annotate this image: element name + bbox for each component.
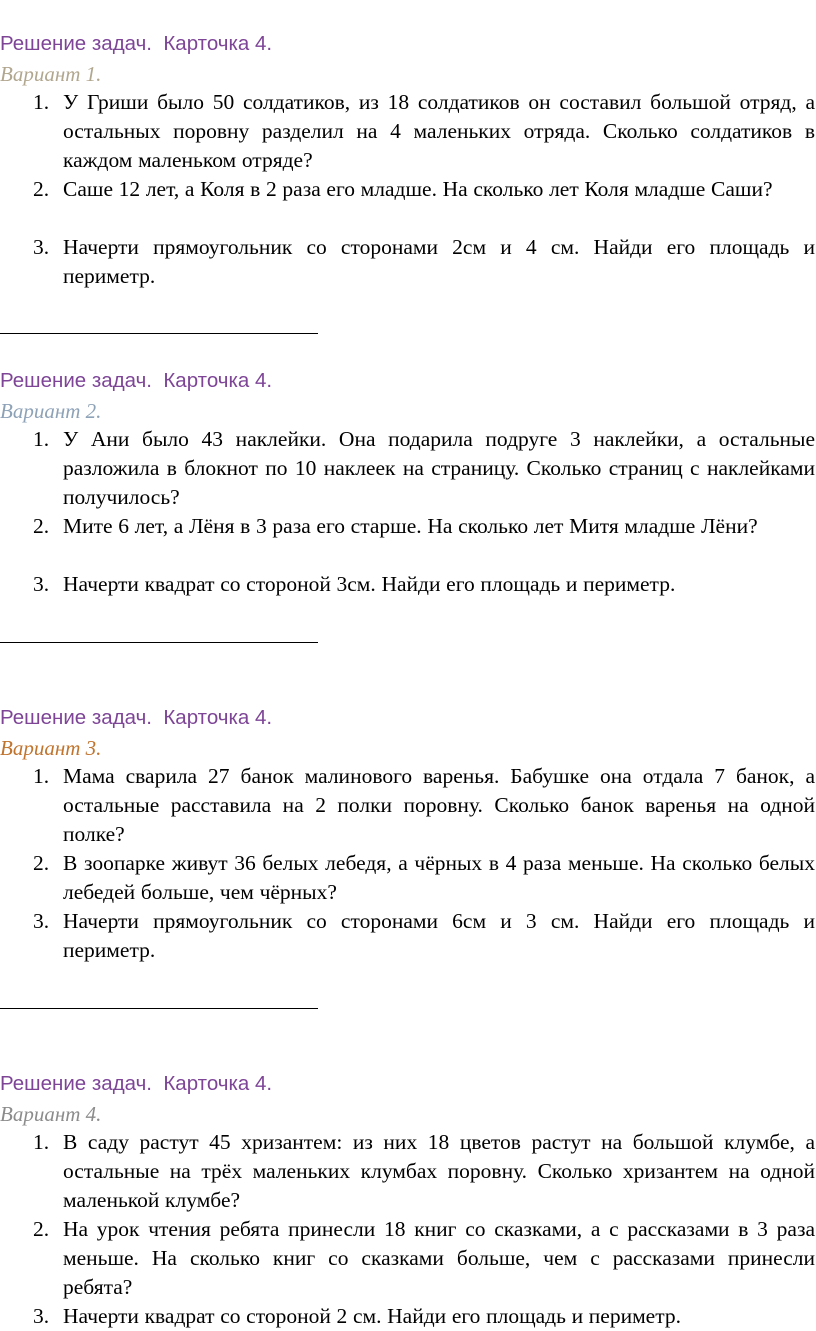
task-number: 1. — [33, 90, 50, 114]
task-number: 3. — [33, 235, 50, 259]
task-number: 1. — [33, 427, 50, 451]
task-number: 1. — [33, 764, 50, 788]
task-text: На урок чтения ребята принесли 18 книг со сказками, а с рассказами в 3 раза меньше. На сколько книг со сказками больше, чем с рассказами принесли ребята? — [63, 1217, 815, 1299]
divider-line — [0, 333, 318, 334]
divider-line — [0, 1008, 318, 1009]
variant-label: Вариант 1. — [0, 62, 102, 86]
card-title: Решение задач. Карточка 4. — [0, 369, 273, 392]
task-text: У Ани было 43 наклейки. Она подарила подруге 3 наклейки, а остальные разложила в блокнот по 10 наклеек на страницу. Сколько страниц с наклейками получилось? — [63, 427, 815, 509]
task-text: Мите 6 лет, а Лёня в 3 раза его старше. На сколько лет Митя младше Лёни? — [63, 514, 758, 538]
task-number: 3. — [33, 909, 50, 933]
task-number: 2. — [33, 851, 50, 875]
task-number: 3. — [33, 572, 50, 596]
task-text: У Гриши было 50 солдатиков, из 18 солдатиков он составил большой отряд, а остальных поровну разделил на 4 маленьких отряда. Сколько солдатиков в каждом маленьком отряде? — [63, 90, 815, 172]
variant-label: Вариант 2. — [0, 399, 102, 423]
card-title: Решение задач. Карточка 4. — [0, 32, 273, 55]
task-text: Начерти квадрат со стороной 3см. Найди его площадь и периметр. — [63, 572, 676, 596]
task-text: Начерти прямоугольник со сторонами 6см и 3 см. Найди его площадь и периметр. — [63, 909, 815, 962]
task-text: Начерти квадрат со стороной 2 см. Найди его площадь и периметр. — [63, 1304, 682, 1328]
card-title: Решение задач. Карточка 4. — [0, 1072, 273, 1095]
variant-label: Вариант 3. — [0, 736, 102, 760]
task-text: В зоопарке живут 36 белых лебедя, а чёрных в 4 раза меньше. На сколько белых лебедей больше, чем чёрных? — [63, 851, 815, 904]
task-number: 2. — [33, 1217, 50, 1241]
task-text: Начерти прямоугольник со сторонами 2см и 4 см. Найди его площадь и периметр. — [63, 235, 815, 288]
task-text: Мама сварила 27 банок малинового варенья. Бабушке она отдала 7 банок, а остальные расставила на 2 полки поровну. Сколько банок варенья на одной полке? — [63, 764, 815, 846]
task-number: 1. — [33, 1130, 50, 1154]
task-number: 2. — [33, 177, 50, 201]
task-number: 3. — [33, 1304, 50, 1328]
divider-line — [0, 642, 318, 643]
task-number: 2. — [33, 514, 50, 538]
task-text: Саше 12 лет, а Коля в 2 раза его младше. На сколько лет Коля младше Саши? — [63, 177, 773, 201]
variant-label: Вариант 4. — [0, 1102, 102, 1126]
card-title: Решение задач. Карточка 4. — [0, 706, 273, 729]
task-text: В саду растут 45 хризантем: из них 18 цветов растут на большой клумбе, а остальные на трёх маленьких клумбах поровну. Сколько хризантем на одной маленькой клумбе? — [63, 1130, 815, 1212]
